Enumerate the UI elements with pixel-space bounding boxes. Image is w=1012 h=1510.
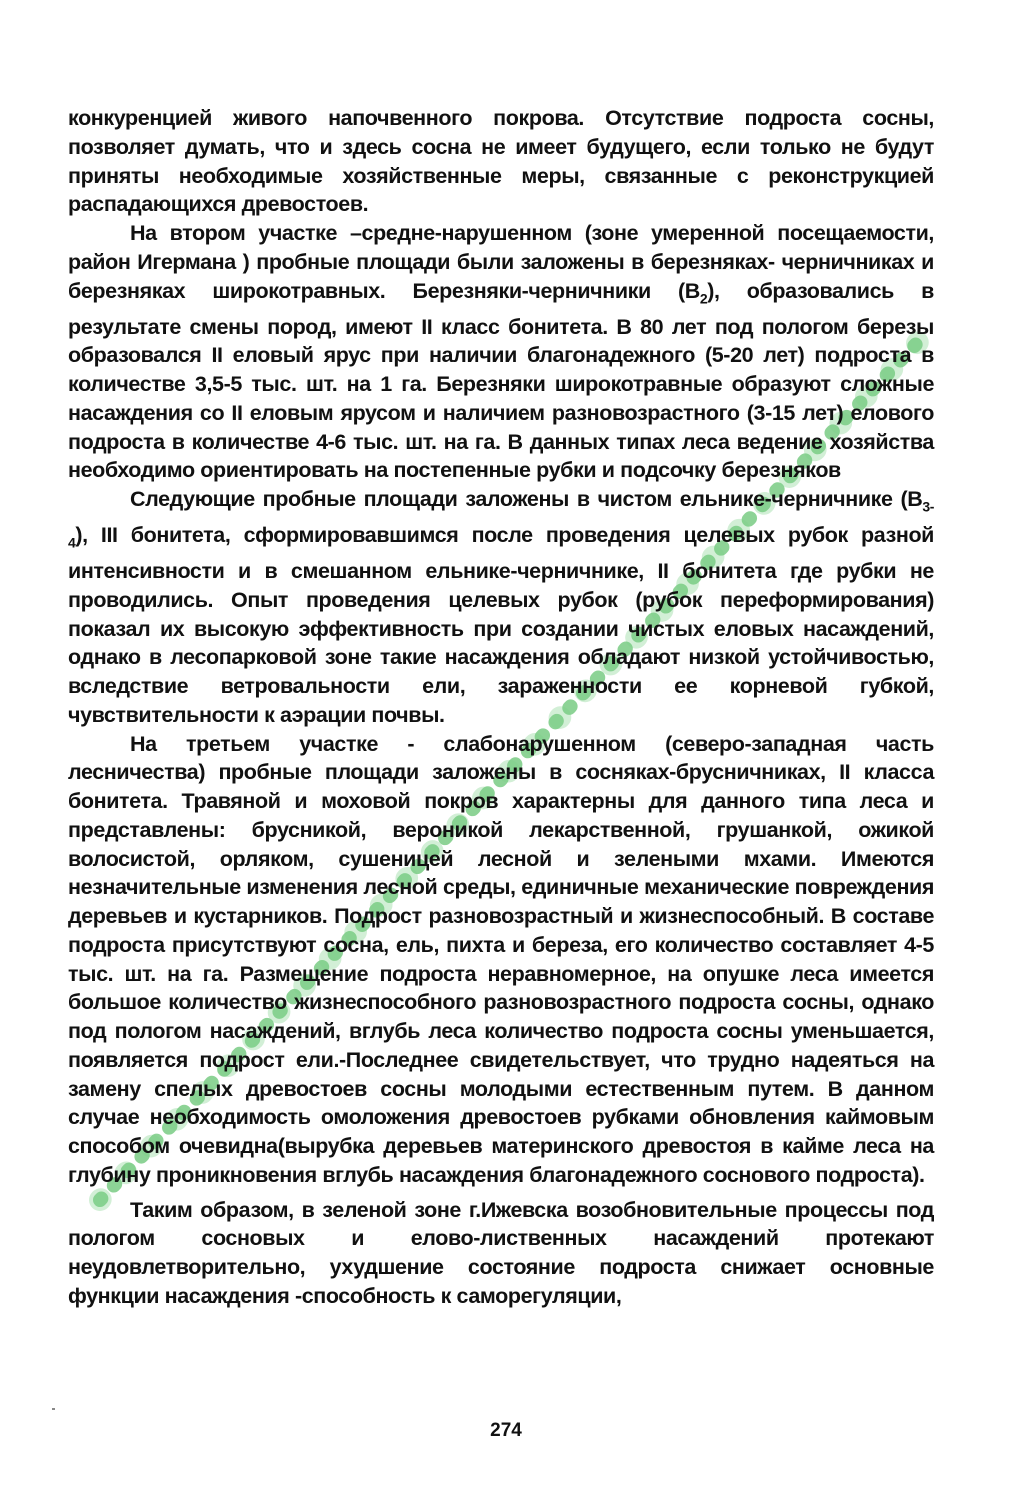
scan-speck	[52, 1408, 55, 1410]
paragraph	[68, 104, 934, 219]
page-number: 274	[490, 1420, 522, 1441]
paragraph-text: ), III бонитета, сформировавшимся после проведения целевых рубок разной интенсивности и в смешанном ельнике-черничнике, II бонитета где рубки не проводились. Опыт проведения целевых рубок (рубок переформирования) показал их высокую эффективность при создании чистых еловых насаждений, однако в лесопарковой зоне такие насаждения обладают низкой устойчивостью, вследствие ветровальности ели, зараженности ее корневой губкой, чувствительности к аэрации почвы.	[68, 523, 934, 727]
paragraph-text: Следующие пробные площади заложены в чистом ельнике-черничнике (В	[130, 487, 923, 512]
paragraph-text: конкуренцией живого напочвенного покрова. Отсутствие подроста сосны, позволяет думать, что и здесь сосна не имеет будущего, если только не будут приняты необходимые хозяйственные меры, связанные с реконструкцией распадающихся древостоев.	[68, 106, 934, 217]
paragraph	[68, 219, 934, 485]
paragraph	[68, 1196, 934, 1311]
paragraph	[68, 485, 934, 730]
paragraph-text: ), образовались в результате смены пород, имеют II класс бонитета. В 80 лет под пологом березы образовался II еловый ярус при наличии благонадежного (5-20 лет) подроста в количестве 3,5-5 тыс. шт. на 1 га. Березняки широкотравные образуют сложные насаждения со II еловым ярусом и наличием разновозрастного (3-15 лет) елового подроста в количестве 4-6 тыс. шт. на га. В данных типах леса ведение хозяйства необходимо ориентировать на постепенные рубки и подсочку березняков	[68, 278, 934, 483]
paragraph-text: На третьем участке - слабонарушенном (северо-западная часть лесничества) пробные площади заложены в сосняках-брусничниках, II класса бонитета. Травяной и моховой покров характерны для данного типа леса и представлены: брусникой, вероникой лекарственной, грушанкой, ожикой волосистой, орляком, сушеницей лесной и зелеными мхами. Имеются незначительные изменения лесной среды, единичные механические повреждения деревьев и кустарников. Подрост разновозрастный и жизнеспособный. В составе подроста присутствуют сосна, ель, пихта и береза, его количество составляет 4-5 тыс. шт. на га. Размещение подроста неравномерное, на опушке леса имеется большое количество жизнеспособного разновозрастного подроста сосны, однако под пологом насаждений, вглубь леса количество подроста сосны уменьшается, появляется подрост ели.-Последнее свидетельствует, что трудно надеяться на замену спелых древостоев сосны молодыми естественным путем. В данном случае необходимость омоложения древостоев рубками обновления каймовым способом очевидна(вырубка деревьев материнского древостоя в кайме леса на глубину проникновения вглубь насаждения благонадежного соснового подроста).	[68, 731, 934, 1187]
paragraph-text: На втором участке –средне-нарушенном (зоне умеренной посещаемости, район Игермана ) пробные площади были заложены в березняках- черничниках и березняках широкотравных. Березняки-черничники (В	[68, 221, 934, 303]
paragraph	[68, 730, 934, 1190]
body-text	[68, 104, 934, 1311]
paragraph-text: Таким образом, в зеленой зоне г.Ижевска возобновительные процессы под пологом сосновых и елово-лиственных насаждений протекают неудовлетворительно, ухудшение состояние подроста снижает основные функции насаждения -способность к саморегуляции,	[68, 1197, 934, 1308]
subscript: 2	[699, 289, 708, 306]
subscript: 3-4	[68, 498, 934, 551]
